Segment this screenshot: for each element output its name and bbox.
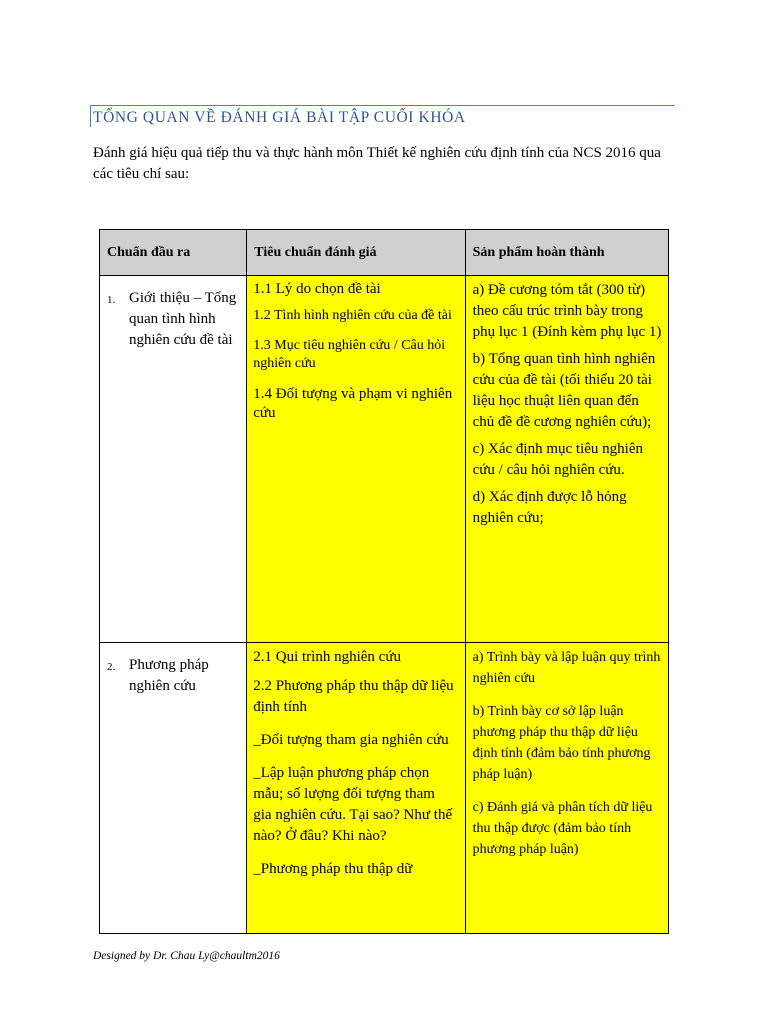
outcome-text: Giới thiệu – Tổng quan tình hình nghiên cứu đề tài [129,290,237,348]
header-outcome: Chuẩn đầu ra [100,230,247,276]
row-number: 1. [107,294,116,306]
criteria-item: 2.2 Phương pháp thu thập dữ liệu định tính [253,678,454,715]
product-item: c) Xác định mục tiêu nghiên cứu / câu hỏi nghiên cứu. [472,441,643,478]
outcome-cell [100,276,247,643]
outcome-text: Phương pháp nghiên cứu [129,657,209,694]
product-item: a) Đề cương tóm tắt (300 từ) theo cấu trúc trình bày trong phụ lục 1 (Đính kèm phụ lục 1) [472,282,662,340]
table-row [100,276,669,643]
footer-credit: Designed by Dr. Chau Ly@chaultm2016 [93,950,280,962]
criteria-item: 1.1 Lý do chọn đề tài [253,281,381,297]
criteria-item: 2.1 Qui trình nghiên cứu [253,649,401,665]
criteria-item: 1.3 Mục tiêu nghiên cứu / Câu hỏi nghiên cứu [253,338,446,371]
product-cell [465,643,668,934]
row-number: 2. [107,661,116,673]
criteria-item: 1.2 Tình hình nghiên cứu của đề tài [253,308,452,323]
criteria-item: 1.4 Đối tượng và phạm vi nghiên cứu [253,386,453,421]
criteria-item: _Đối tượng tham gia nghiên cứu [253,732,449,748]
table-row [100,643,669,934]
product-item: b) Tổng quan tình hình nghiên cứu của đề tài (tối thiểu 20 tài liệu học thuật liên quan đến chủ đề đề cương nghiên cứu); [472,351,656,430]
outcome-cell [100,643,247,934]
intro-paragraph: Đánh giá hiệu quả tiếp thu và thực hành môn Thiết kế nghiên cứu định tính của NCS 2016 qua các tiêu chí sau: [93,145,661,182]
product-item: d) Xác định được lỗ hỏng nghiên cứu; [472,489,627,526]
evaluation-table [99,229,669,934]
header-product: Sản phẩm hoàn thành [465,230,668,276]
product-item: a) Trình bày và lập luận quy trình nghiên cứu [472,650,661,686]
criteria-cell [247,643,465,934]
header-criteria: Tiêu chuẩn đánh giá [247,230,465,276]
product-item: b) Trình bày cơ sở lập luận phương pháp thu thập dữ liệu định tính (đảm bảo tính phương pháp luận) [472,704,651,782]
product-item: c) Đánh giá và phân tích dữ liệu thu thập được (đảm bảo tính phương pháp luận) [472,800,653,857]
criteria-cell [247,276,465,643]
criteria-item: _Phương pháp thu thập dữ [253,861,413,877]
product-cell [465,276,668,643]
heading-tick [90,105,91,127]
heading-rule [90,105,675,106]
page-title: TỔNG QUAN VỀ ĐÁNH GIÁ BÀI TẬP CUỐI KHÓA [93,109,466,126]
table-header-row [100,230,669,276]
criteria-item: _Lập luận phương pháp chọn mẫu; số lượng đối tượng tham gia nghiên cứu. Tại sao? Như thế nào? Ở đâu? Khi nào? [253,765,453,844]
